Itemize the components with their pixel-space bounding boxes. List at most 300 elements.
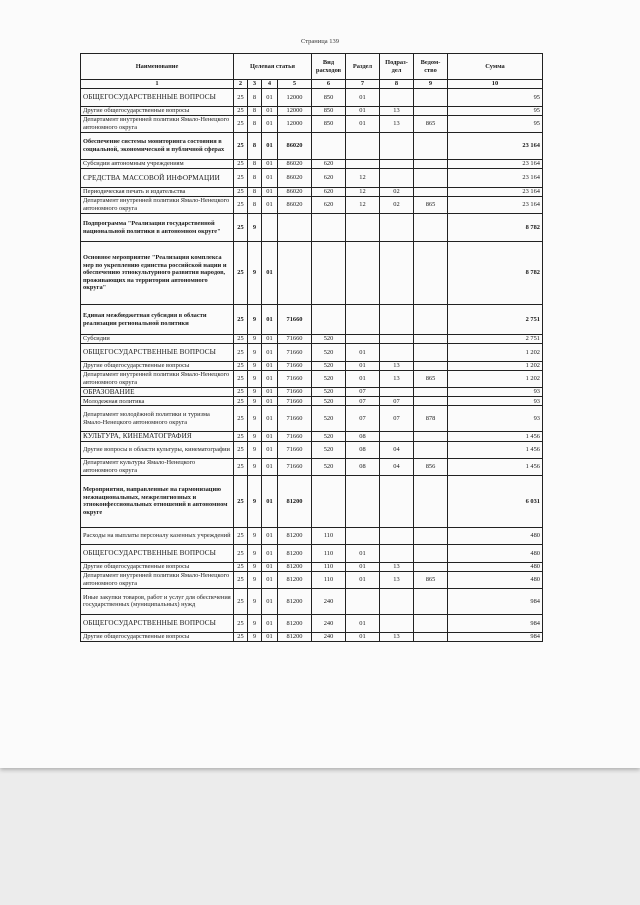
expense-type: 520 [312,406,346,432]
header-subsection: Подраз-дел [380,54,414,80]
target-subprogram: 9 [248,362,262,371]
row-sum: 6 031 [448,475,543,527]
expense-type [312,475,346,527]
subsection-code: 13 [380,371,414,388]
target-subprogram: 9 [248,571,262,588]
section-code [346,527,380,544]
department-code [414,107,448,116]
row-sum: 984 [448,632,543,641]
target-direction: 81200 [278,614,312,632]
target-direction: 12000 [278,116,312,133]
department-code [414,475,448,527]
expense-type: 240 [312,632,346,641]
row-name: Субсидии [81,335,234,344]
table-row [81,458,543,475]
target-event: 01 [262,544,278,562]
target-direction: 81200 [278,544,312,562]
table-body [81,89,543,642]
target-subprogram: 8 [248,188,262,197]
target-event: 01 [262,562,278,571]
target-event: 01 [262,242,278,305]
header-department: Ведом-ство [414,54,448,80]
header-name: Наименование [81,54,234,80]
target-direction: 81200 [278,588,312,614]
row-sum: 984 [448,614,543,632]
target-direction: 12000 [278,107,312,116]
row-sum: 1 456 [448,441,543,458]
row-sum: 480 [448,544,543,562]
target-event: 01 [262,588,278,614]
target-program: 25 [234,588,248,614]
section-code: 01 [346,562,380,571]
department-code [414,632,448,641]
section-code [346,242,380,305]
expense-type: 520 [312,441,346,458]
expense-type: 520 [312,344,346,362]
target-program: 25 [234,475,248,527]
subsection-code: 02 [380,197,414,214]
target-subprogram: 9 [248,344,262,362]
table-row [81,588,543,614]
subsection-code [380,89,414,107]
subsection-code [380,214,414,242]
target-program: 25 [234,89,248,107]
header-section: Раздел [346,54,380,80]
target-direction: 86020 [278,160,312,169]
row-name: Мероприятия, направленные на гармонизацию межнациональных, межрелигиозных и этноконфессиональных отношений в автономном округе [81,475,234,527]
expense-type: 240 [312,614,346,632]
header-exp-type: Вид расходов [312,54,346,80]
department-code [414,344,448,362]
department-code [414,305,448,335]
target-program: 25 [234,362,248,371]
target-subprogram: 9 [248,527,262,544]
target-subprogram: 9 [248,544,262,562]
row-sum: 984 [448,588,543,614]
subsection-code [380,432,414,441]
row-name: СРЕДСТВА МАССОВОЙ ИНФОРМАЦИИ [81,169,234,188]
row-name: Другие общегосударственные вопросы [81,362,234,371]
target-event [262,214,278,242]
department-code [414,614,448,632]
table-row [81,562,543,571]
subsection-code [380,335,414,344]
header-target: Целевая статья [234,54,312,80]
section-code: 01 [346,632,380,641]
column-index: 7 [346,80,380,89]
target-direction: 71660 [278,371,312,388]
department-code [414,335,448,344]
expense-type: 110 [312,527,346,544]
row-name: Департамент культуры Ямало-Ненецкого автономного округа [81,458,234,475]
target-program: 25 [234,107,248,116]
target-direction: 71660 [278,397,312,406]
target-event: 01 [262,335,278,344]
expense-type: 520 [312,458,346,475]
target-event: 01 [262,614,278,632]
row-sum: 8 782 [448,242,543,305]
target-program: 25 [234,188,248,197]
department-code [414,160,448,169]
table-row [81,432,543,441]
target-subprogram: 9 [248,475,262,527]
subsection-code [380,160,414,169]
target-direction: 71660 [278,388,312,397]
target-program: 25 [234,614,248,632]
department-code [414,242,448,305]
subsection-code: 13 [380,571,414,588]
target-event: 01 [262,362,278,371]
target-direction: 81200 [278,632,312,641]
section-code: 12 [346,197,380,214]
subsection-code [380,544,414,562]
target-direction [278,242,312,305]
expense-type: 520 [312,388,346,397]
table-row [81,571,543,588]
target-direction: 86020 [278,197,312,214]
row-name: КУЛЬТУРА, КИНЕМАТОГРАФИЯ [81,432,234,441]
target-subprogram: 9 [248,614,262,632]
expense-type: 110 [312,562,346,571]
section-code: 07 [346,406,380,432]
row-name: Департамент внутренней политики Ямало-Ненецкого автономного округа [81,197,234,214]
row-name: ОБЩЕГОСУДАРСТВЕННЫЕ ВОПРОСЫ [81,344,234,362]
table-row [81,614,543,632]
section-code [346,475,380,527]
target-direction: 12000 [278,89,312,107]
section-code: 01 [346,614,380,632]
section-code: 08 [346,458,380,475]
target-direction: 71660 [278,458,312,475]
expense-type [312,242,346,305]
table-row [81,116,543,133]
subsection-code [380,169,414,188]
row-name: Единая межбюджетная субсидия в области реализации региональной политики [81,305,234,335]
target-program: 25 [234,344,248,362]
target-event: 01 [262,441,278,458]
subsection-code: 07 [380,406,414,432]
table-row [81,371,543,388]
row-sum: 1 456 [448,458,543,475]
expense-type [312,214,346,242]
target-direction: 71660 [278,305,312,335]
target-event: 01 [262,169,278,188]
target-event: 01 [262,571,278,588]
department-code [414,388,448,397]
row-sum: 1 202 [448,371,543,388]
table-row [81,344,543,362]
department-code [414,527,448,544]
target-event: 01 [262,116,278,133]
target-direction: 71660 [278,406,312,432]
budget-table [80,53,543,642]
target-program: 25 [234,397,248,406]
row-sum: 480 [448,527,543,544]
target-subprogram: 9 [248,397,262,406]
target-direction [278,214,312,242]
header-sum: Сумма [448,54,543,80]
department-code [414,397,448,406]
row-name: Расходы на выплаты персоналу казенных учреждений [81,527,234,544]
column-index: 1 [81,80,234,89]
section-code: 01 [346,371,380,388]
department-code [414,214,448,242]
subsection-code: 13 [380,562,414,571]
row-sum: 93 [448,388,543,397]
target-program: 25 [234,371,248,388]
department-code: 865 [414,116,448,133]
target-direction: 71660 [278,362,312,371]
target-direction: 81200 [278,571,312,588]
target-subprogram: 9 [248,406,262,432]
row-name: Молодежная политика [81,397,234,406]
target-event: 01 [262,344,278,362]
row-sum: 8 782 [448,214,543,242]
target-program: 25 [234,160,248,169]
target-event: 01 [262,160,278,169]
section-code: 01 [346,89,380,107]
row-name: Другие общегосударственные вопросы [81,632,234,641]
target-direction: 81200 [278,562,312,571]
target-subprogram: 9 [248,562,262,571]
row-sum: 23 164 [448,188,543,197]
subsection-code: 13 [380,632,414,641]
row-sum: 95 [448,107,543,116]
expense-type: 620 [312,169,346,188]
table-header-row [81,54,543,80]
column-index: 8 [380,80,414,89]
target-direction: 81200 [278,475,312,527]
expense-type: 620 [312,197,346,214]
row-name: Периодическая печать и издательства [81,188,234,197]
section-code: 01 [346,116,380,133]
subsection-code: 13 [380,107,414,116]
section-code: 01 [346,544,380,562]
section-code [346,588,380,614]
row-sum: 95 [448,89,543,107]
table-row [81,197,543,214]
target-subprogram: 8 [248,89,262,107]
row-name: Подпрограмма "Реализация государственной национальной политики в автономном округе" [81,214,234,242]
row-sum: 2 751 [448,335,543,344]
column-index: 5 [278,80,312,89]
table-row [81,305,543,335]
target-subprogram: 9 [248,588,262,614]
target-subprogram: 9 [248,242,262,305]
target-program: 25 [234,406,248,432]
section-code [346,133,380,160]
target-event: 01 [262,107,278,116]
table-row [81,107,543,116]
department-code: 865 [414,197,448,214]
row-name: Департамент внутренней политики Ямало-Ненецкого автономного округа [81,116,234,133]
expense-type: 520 [312,432,346,441]
row-sum: 480 [448,562,543,571]
table-row [81,214,543,242]
section-code [346,160,380,169]
section-code: 07 [346,388,380,397]
row-name: Другие общегосударственные вопросы [81,562,234,571]
target-event: 01 [262,406,278,432]
subsection-code: 04 [380,458,414,475]
target-subprogram: 9 [248,371,262,388]
expense-type: 110 [312,544,346,562]
subsection-code: 13 [380,362,414,371]
table-row [81,133,543,160]
target-event: 01 [262,397,278,406]
row-name: Департамент внутренней политики Ямало-Ненецкого автономного округа [81,371,234,388]
target-subprogram: 9 [248,335,262,344]
target-program: 25 [234,197,248,214]
target-program: 25 [234,388,248,397]
target-subprogram: 8 [248,107,262,116]
target-program: 25 [234,116,248,133]
expense-type: 850 [312,107,346,116]
department-code [414,544,448,562]
row-sum: 95 [448,116,543,133]
table-row [81,160,543,169]
row-name: Обеспечение системы мониторинга состояния в социальной, экономической и публичной сферах [81,133,234,160]
expense-type: 850 [312,116,346,133]
section-code: 08 [346,432,380,441]
section-code: 01 [346,571,380,588]
row-name: Основное мероприятие "Реализация комплекса мер по укреплению единства российской нации и обеспечению этнокультурного развития народов, проживающих на территории автономного округа" [81,242,234,305]
section-code: 01 [346,344,380,362]
department-code [414,169,448,188]
target-event: 01 [262,388,278,397]
target-direction: 86020 [278,169,312,188]
row-sum: 93 [448,406,543,432]
row-sum: 23 164 [448,133,543,160]
subsection-code [380,527,414,544]
row-sum: 1 202 [448,344,543,362]
row-sum: 23 164 [448,160,543,169]
target-subprogram: 9 [248,632,262,641]
department-code: 865 [414,371,448,388]
expense-type: 850 [312,89,346,107]
target-program: 25 [234,571,248,588]
table-row [81,335,543,344]
table-row [81,632,543,641]
department-code [414,89,448,107]
target-direction: 86020 [278,133,312,160]
section-code: 01 [346,362,380,371]
table-row [81,188,543,197]
target-program: 25 [234,527,248,544]
target-event: 01 [262,632,278,641]
target-subprogram: 9 [248,214,262,242]
expense-type: 520 [312,335,346,344]
target-direction: 71660 [278,335,312,344]
column-index: 6 [312,80,346,89]
expense-type [312,133,346,160]
row-name: Иные закупки товаров, работ и услуг для обеспечения государственных (муниципальных) нужд [81,588,234,614]
column-index: 4 [262,80,278,89]
expense-type: 520 [312,397,346,406]
target-event: 01 [262,89,278,107]
department-code: 878 [414,406,448,432]
subsection-code: 02 [380,188,414,197]
row-name: ОБЩЕГОСУДАРСТВЕННЫЕ ВОПРОСЫ [81,89,234,107]
section-code: 12 [346,169,380,188]
table-row [81,362,543,371]
target-subprogram: 8 [248,197,262,214]
department-code [414,441,448,458]
table-row [81,544,543,562]
target-event: 01 [262,371,278,388]
target-subprogram: 9 [248,432,262,441]
subsection-code: 07 [380,397,414,406]
target-program: 25 [234,335,248,344]
page-label: Страница 139 [300,38,339,45]
column-index-row [81,80,543,89]
section-code: 07 [346,397,380,406]
department-code [414,432,448,441]
column-index: 9 [414,80,448,89]
row-name: ОБРАЗОВАНИЕ [81,388,234,397]
target-program: 25 [234,214,248,242]
target-direction: 71660 [278,432,312,441]
subsection-code [380,344,414,362]
department-code: 856 [414,458,448,475]
subsection-code: 04 [380,441,414,458]
target-program: 25 [234,458,248,475]
target-subprogram: 8 [248,116,262,133]
row-name: ОБЩЕГОСУДАРСТВЕННЫЕ ВОПРОСЫ [81,544,234,562]
row-sum: 1 456 [448,432,543,441]
subsection-code [380,388,414,397]
target-direction: 81200 [278,527,312,544]
table-row [81,527,543,544]
section-code [346,305,380,335]
row-name: ОБЩЕГОСУДАРСТВЕННЫЕ ВОПРОСЫ [81,614,234,632]
subsection-code [380,133,414,160]
expense-type: 620 [312,188,346,197]
target-direction: 71660 [278,441,312,458]
target-event: 01 [262,305,278,335]
target-direction: 86020 [278,188,312,197]
section-code: 01 [346,107,380,116]
target-program: 25 [234,432,248,441]
target-event: 01 [262,475,278,527]
row-sum: 23 164 [448,169,543,188]
row-name: Другие общегосударственные вопросы [81,107,234,116]
row-name: Департамент молодёжной политики и туризма Ямало-Ненецкого автономного округа [81,406,234,432]
section-code: 08 [346,441,380,458]
table-row [81,169,543,188]
target-direction: 71660 [278,344,312,362]
expense-type: 620 [312,160,346,169]
target-subprogram: 9 [248,458,262,475]
table-row [81,89,543,107]
target-subprogram: 8 [248,160,262,169]
target-program: 25 [234,133,248,160]
target-event: 01 [262,197,278,214]
column-index: 10 [448,80,543,89]
target-subprogram: 9 [248,441,262,458]
target-subprogram: 8 [248,169,262,188]
row-name: Другие вопросы в области культуры, кинематографии [81,441,234,458]
target-program: 25 [234,242,248,305]
target-event: 01 [262,527,278,544]
column-index: 3 [248,80,262,89]
table-row [81,388,543,397]
row-sum: 23 164 [448,197,543,214]
section-code [346,335,380,344]
row-name: Субсидии автономным учреждениям [81,160,234,169]
table-row [81,406,543,432]
department-code [414,562,448,571]
